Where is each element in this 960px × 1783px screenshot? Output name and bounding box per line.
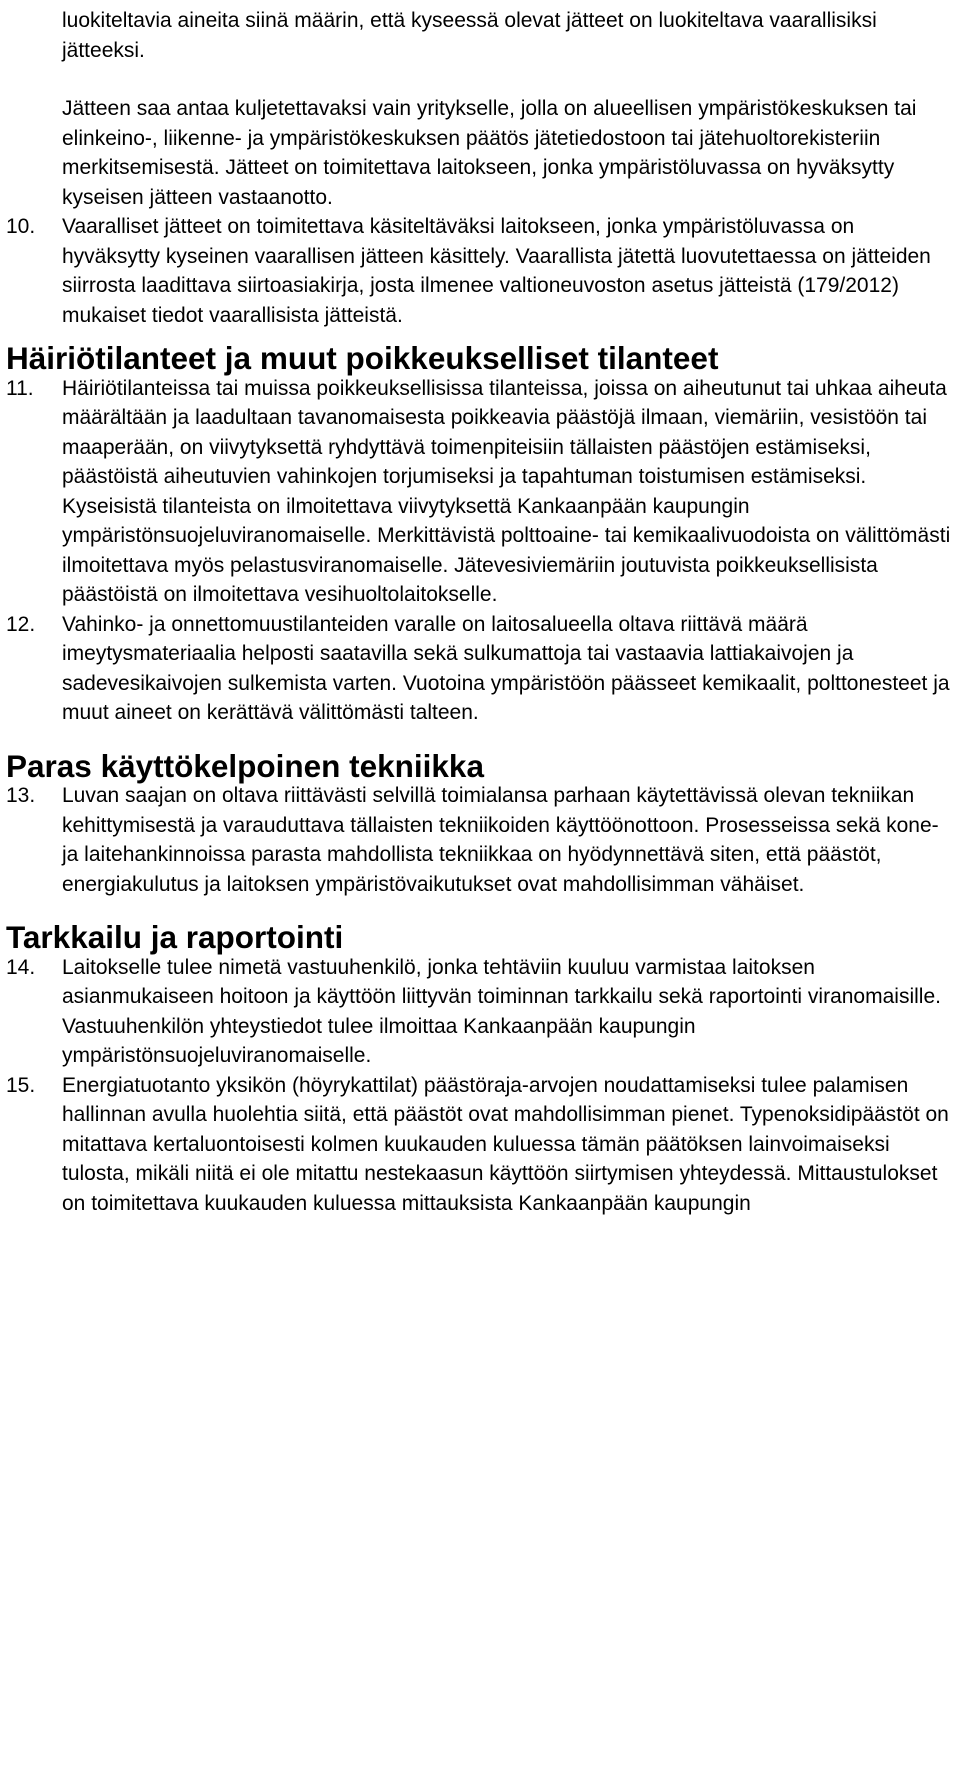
item-number: 13. [6,784,36,807]
item-text: Vaaralliset jätteet on toimitettava käsiteltäväksi laitokseen, jonka ympäristöluvassa on hyväksytty kyseinen vaarallisen jätteen käsittely. Vaarallista jätettä luovutettaessa on jätteiden siirrosta laadittava siirtoasiakirja, josta ilmenee valtioneuvoston asetus jätteistä (179/2012) mukaiset tiedot vaarallisista jätteistä. [62,215,931,327]
numbered-item-13 [6,781,956,899]
item-number: 14. [6,955,36,979]
item-text: Laitokselle tulee nimetä vastuuhenkilö, jonka tehtäviin kuuluu varmistaa laitoksen asianmukaiseen hoitoon ja käyttöön liittyvän toiminnan tarkkailu sekä raportointi viranomaisille. Vastuuhenkilön yhteystiedot tulee ilmoittaa Kankaanpään kaupungin ympäristönsuojeluviranomaiselle. [62,955,941,1067]
item-text: Vahinko- ja onnettomuustilanteiden varalle on laitosalueella oltava riittävä määrä imeytysmateriaalia helposti saatavilla sekä sulkumattoja tai vastaavia lattiakaivojen ja sadevesikaivojen sulkemista varten. Vuotoina ympäristöön päässeet kemikaalit, polttonesteet ja muut aineet on kerättävä välittömästi talteen. [62,612,950,724]
section-heading-disturbances: Häiriötilanteet ja muut poikkeukselliset tilanteet [6,340,719,376]
paragraph-gap [62,65,956,94]
section-heading-monitoring: Tarkkailu ja raportointi [6,919,344,955]
intro-block [6,6,956,212]
numbered-item-10 [6,212,956,330]
item-number: 10. [6,215,36,238]
item-text: Energiatuotanto yksikön (höyrykattilat) päästöraja-arvojen noudattamiseksi tulee palamisen hallinnan avulla huolehtia siitä, että päästöt ovat mahdollisimman pienet. Typenoksidipäästöt on mitattava kertaluontoisesti kolmen kuukauden kuluessa tämän päätöksen lainvoimaiseksi tulosta, mikäli niitä ei ole mitattu nestekaasun käyttöön siirtymisen yhteydessä. Mittaustulokset on toimitettava kuukauden kuluessa mittauksista Kankaanpään kaupungin [62,1073,949,1215]
item-text: Häiriötilanteissa tai muissa poikkeuksellisissa tilanteissa, joissa on aiheutunut tai uhkaa aiheuta määrältään ja laadultaan tavanomaisesta poikkeavia päästöjä ilmaan, viemäriin, vesistöön tai maaperään, on viivytyksettä ryhdyttävä toimenpiteisiin tällaisten päästöjen estämiseksi, päästöistä aiheutuvien vahinkojen torjumiseksi ja tapahtuman toistumisen estämiseksi. Kyseisistä tilanteista on ilmoitettava viivytyksettä Kankaanpään kaupungin ympäristönsuojeluviranomaiselle. Merkittävistä polttoaine- tai kemikaalivuodoista on välittömästi ilmoitettava myös pelastusviranomaiselle. Jätevesiviemäriin joutuvista poikkeuksellisista päästöistä on ilmoitettava vesihuoltolaitokselle. [62,376,951,606]
item-number: 11. [6,376,34,400]
numbered-item-11 [6,374,956,610]
numbered-item-15 [6,1071,956,1219]
numbered-item-14 [6,953,956,1071]
item-text: Luvan saajan on oltava riittävästi selvillä toimialansa parhaan käytettävissä olevan tekniikan kehittymisestä ja varauduttava tällaisten tekniikoiden käyttöönottoon. Prosesseissa sekä kone- ja laitehankinnoissa parasta mahdollista tekniikkaa on hyödynnettävä siten, että päästöt, energiakulutus ja laitoksen ympäristövaikutukset ovat mahdollisimman vähäiset. [62,784,939,896]
intro-paragraph-2: Jätteen saa antaa kuljetettavaksi vain yritykselle, jolla on alueellisen ympäristökeskuksen tai elinkeino-, liikenne- ja ympäristökeskuksen päätös jätetiedostoon tai jätehuoltorekisteriin merkitsemisestä. Jätteet on toimitettava laitokseen, jonka ympäristöluvassa on hyväksytty kyseisen jätteen vastaanotto. [62,97,917,209]
item-number: 12. [6,612,36,636]
document-page [6,6,956,1218]
item-number: 15. [6,1073,36,1097]
section-heading-best-technique: Paras käyttökelpoinen tekniikka [6,747,484,784]
numbered-item-12 [6,610,956,728]
intro-paragraph-1: luokiteltavia aineita siinä määrin, että kyseessä olevat jätteet on luokiteltava vaarallisiksi jätteeksi. [62,9,877,62]
